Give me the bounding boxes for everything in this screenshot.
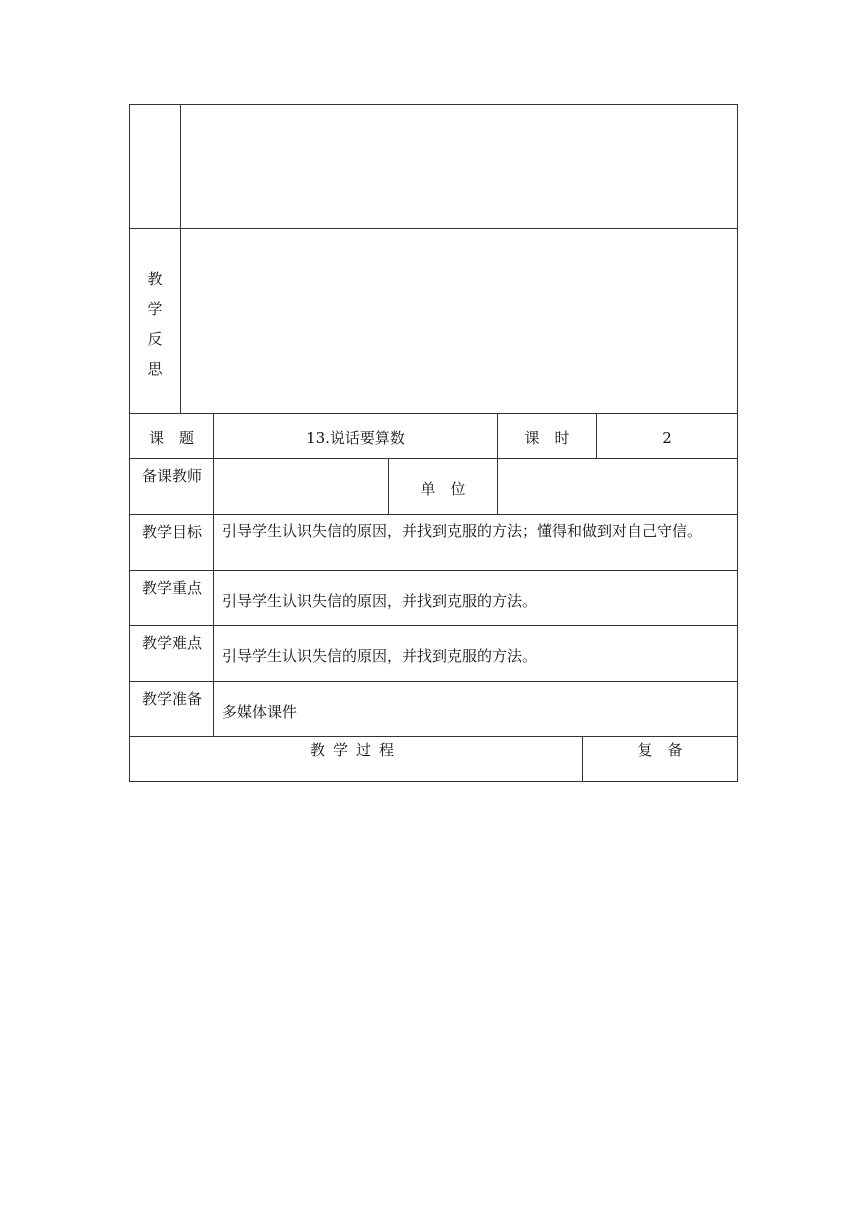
row-divider bbox=[129, 625, 738, 626]
reflection-content[interactable] bbox=[182, 230, 736, 412]
unit-label: 单 位 bbox=[420, 480, 466, 498]
difficulty-label: 教学难点 bbox=[142, 634, 203, 652]
reflection-label bbox=[130, 264, 180, 384]
reflection-label-char: 学 bbox=[147, 300, 163, 318]
row-divider bbox=[129, 681, 738, 682]
hours-value: 2 bbox=[662, 429, 672, 447]
teacher-label: 备课教师 bbox=[142, 467, 203, 485]
reflection-label-char: 思 bbox=[147, 360, 163, 378]
reflection-label-char: 反 bbox=[147, 330, 163, 348]
key-points-label: 教学重点 bbox=[142, 579, 203, 597]
key-points-text: 引导学生认识失信的原因，并找到克服的方法。 bbox=[222, 592, 538, 610]
preparation-label: 教学准备 bbox=[142, 690, 203, 708]
topic-value: 13.说话要算数 bbox=[306, 429, 405, 447]
row-divider bbox=[129, 570, 738, 571]
hours-label: 课 时 bbox=[524, 429, 570, 447]
unit-field[interactable] bbox=[498, 459, 737, 513]
difficulty-text: 引导学生认识失信的原因，并找到克服的方法。 bbox=[222, 647, 538, 665]
topic-label: 课 题 bbox=[148, 429, 194, 447]
reflection-label-char: 教 bbox=[147, 270, 163, 288]
teacher-field[interactable] bbox=[214, 459, 387, 513]
process-label: 教学过程 bbox=[309, 741, 402, 759]
preparation-text: 多媒体课件 bbox=[222, 703, 298, 721]
review-label: 复 备 bbox=[637, 741, 683, 759]
goal-label: 教学目标 bbox=[142, 523, 203, 541]
reflection-table-row-divider bbox=[129, 228, 738, 229]
reflection-table-divider bbox=[180, 104, 181, 414]
row-divider bbox=[129, 736, 738, 737]
goal-text: 引导学生认识失信的原因，并找到克服的方法；懂得和做到对自己守信。 bbox=[222, 522, 703, 540]
row-divider bbox=[129, 514, 738, 515]
